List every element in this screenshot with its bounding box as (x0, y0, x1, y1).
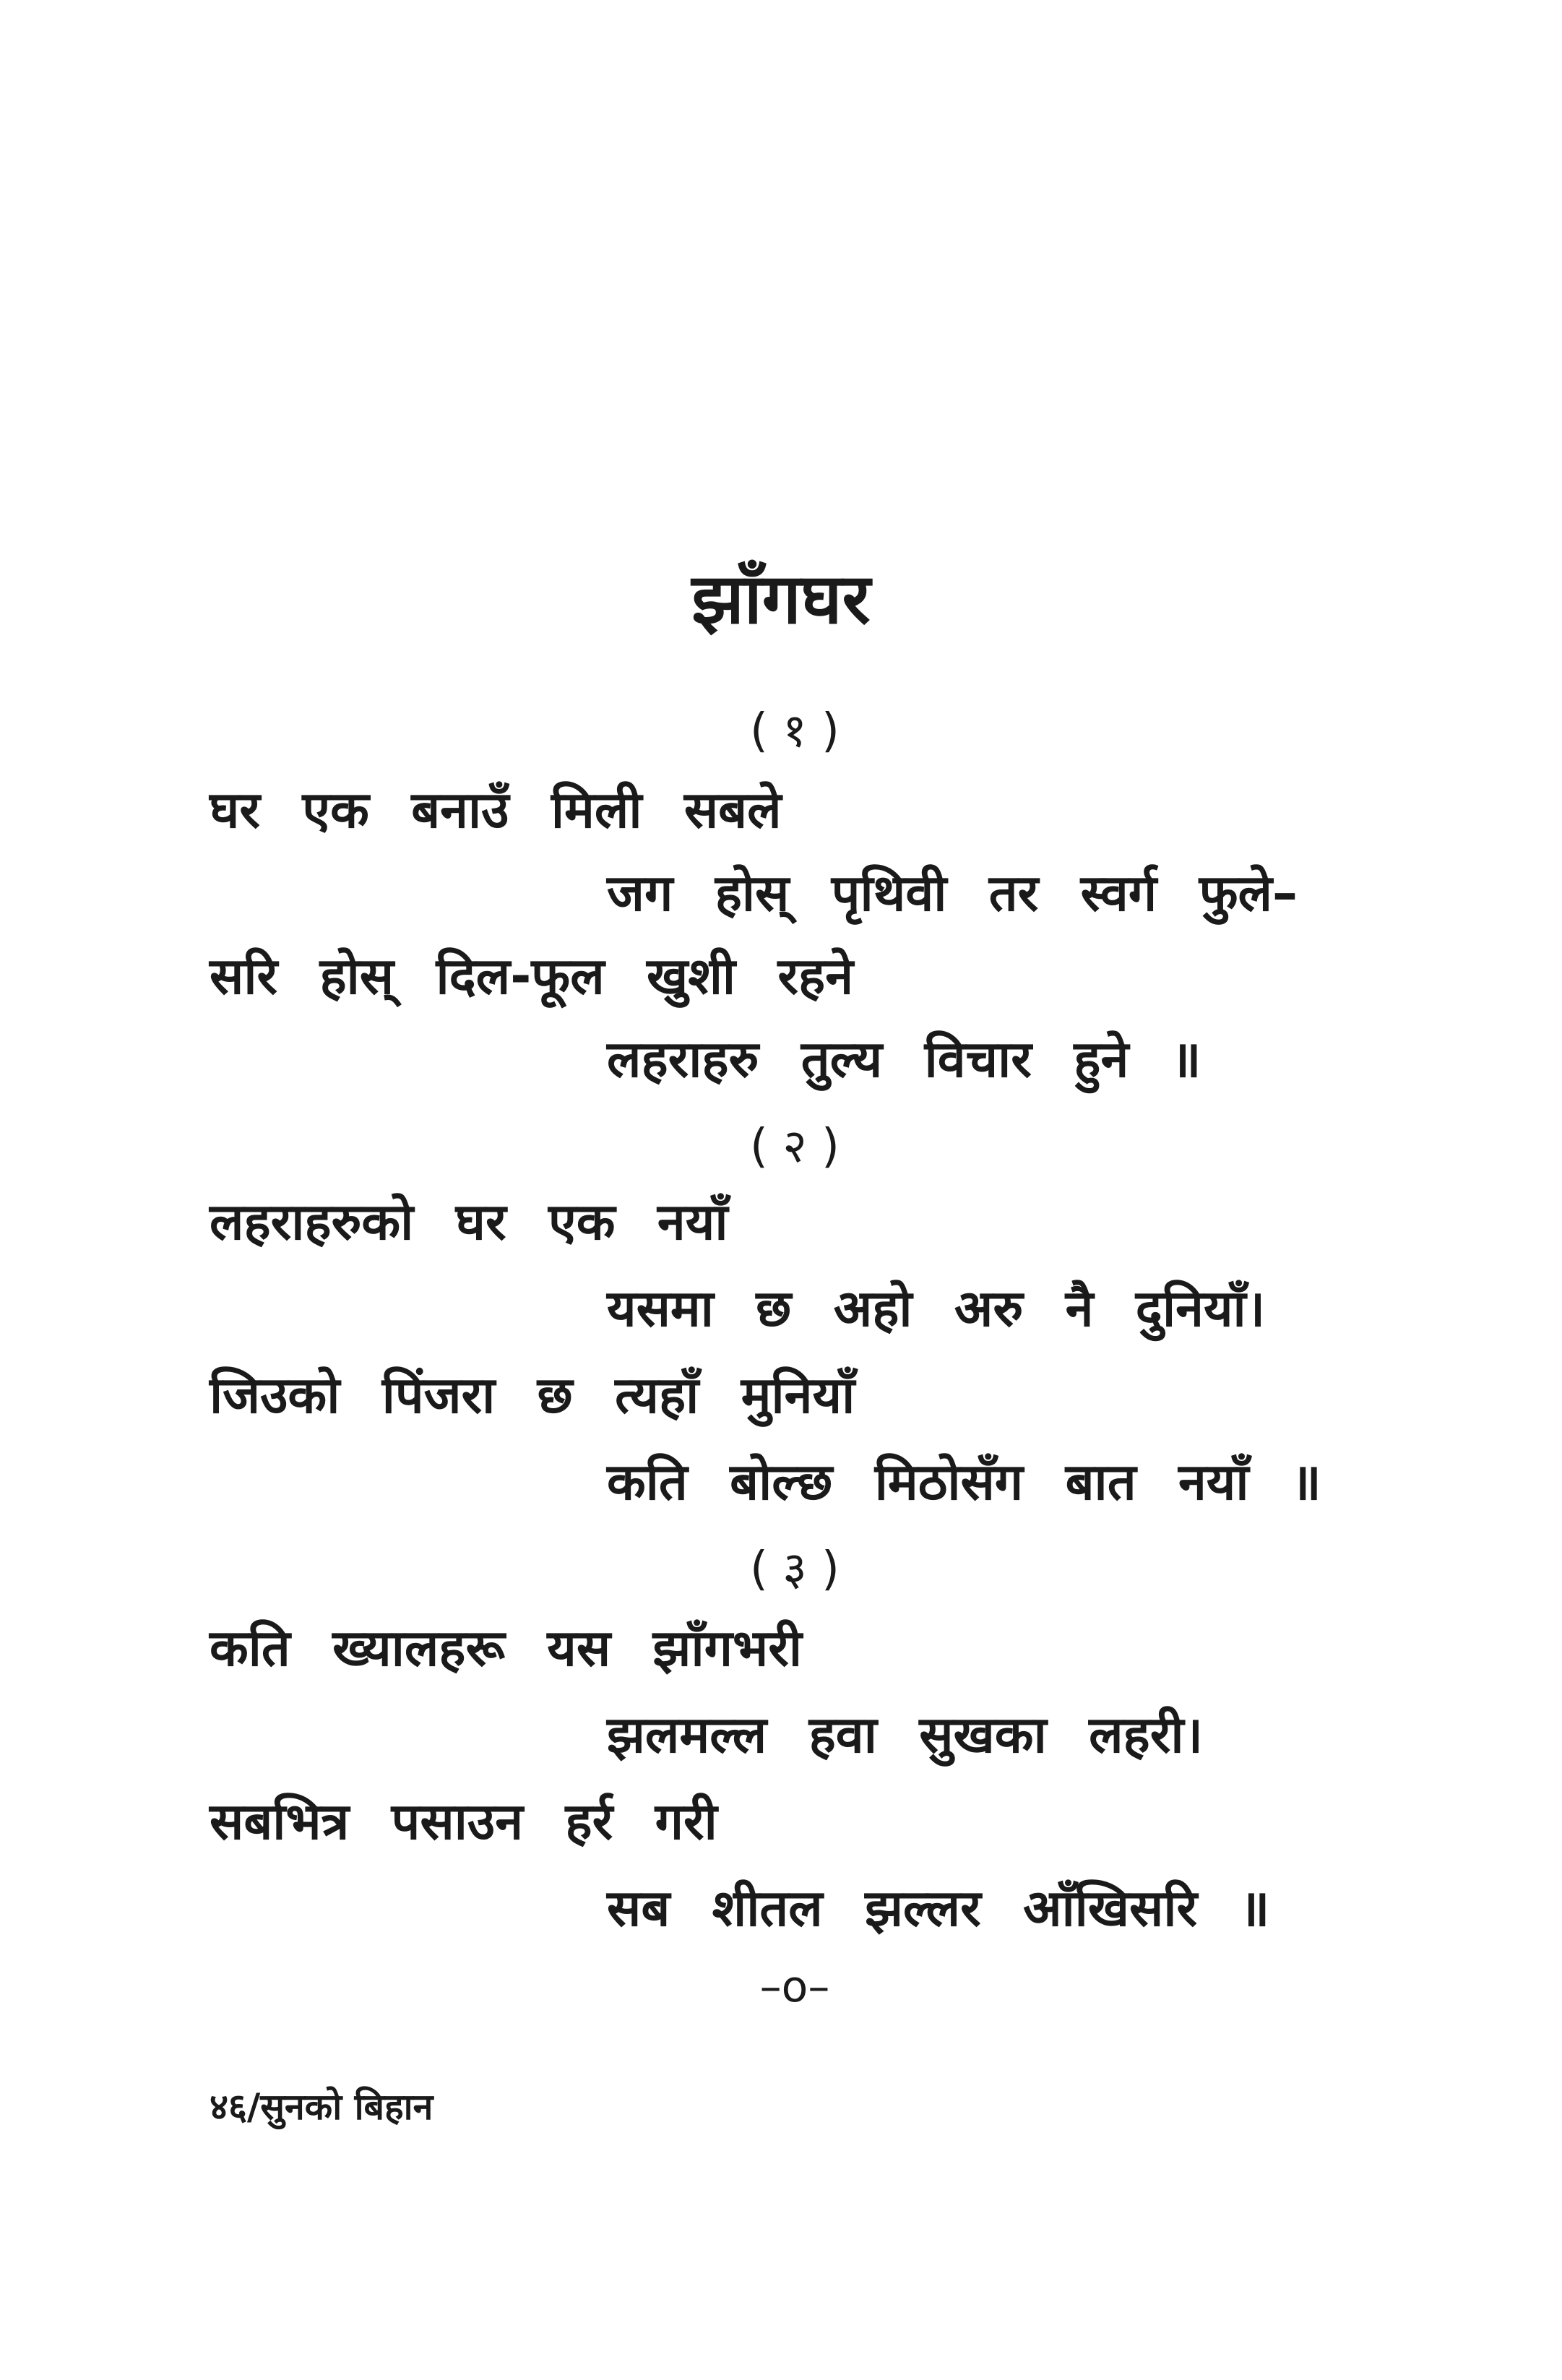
page-footer: ४६/सुनको बिहान (210, 2086, 433, 2128)
stanza-3-line-2: झलमल्ल हवा सुखका लहरी। (607, 1705, 1203, 1764)
stanza-3-line-1: कति ख्यालहरू यस झाँगभरी (210, 1618, 802, 1678)
poem-title: झाँगघर (691, 559, 871, 639)
stanza-2-line-1: लहराहरुको घर एक नयाँ (210, 1192, 728, 1251)
stanza-1-line-2: जग होस् पृथिवी तर स्वर्ग फुले– (607, 863, 1298, 923)
stanza-1-line-3: सरि होस् दिल-फूल खुशी रहने (210, 947, 854, 1006)
stanza-2-line-4: कति बोल्छ मिठोसँग बात नयाँ ॥ (607, 1452, 1321, 1512)
stanza-3-number: ( ३ ) (750, 1543, 840, 1596)
stanza-2-number: ( २ ) (750, 1120, 840, 1173)
stanza-1-number: ( १ ) (750, 704, 840, 758)
end-mark: –o– (759, 1962, 830, 2012)
stanza-2-line-3: जिउको पिंजरा छ त्यहाँ मुनियाँ (210, 1366, 855, 1425)
stanza-1-line-1: घर एक बनाउँ मिली सबले (210, 780, 782, 840)
stanza-1-line-4: लहराहरु तुल्य विचार हुने ॥ (607, 1030, 1201, 1089)
stanza-2-line-2: यसमा छ अहो अरु नै दुनियाँ। (607, 1279, 1266, 1338)
stanza-3-line-3: सबभित्र पसाउन हर्र गरी (210, 1792, 717, 1851)
stanza-3-line-4: सब शीतल झल्लर आँखिसरि ॥ (607, 1879, 1270, 1938)
